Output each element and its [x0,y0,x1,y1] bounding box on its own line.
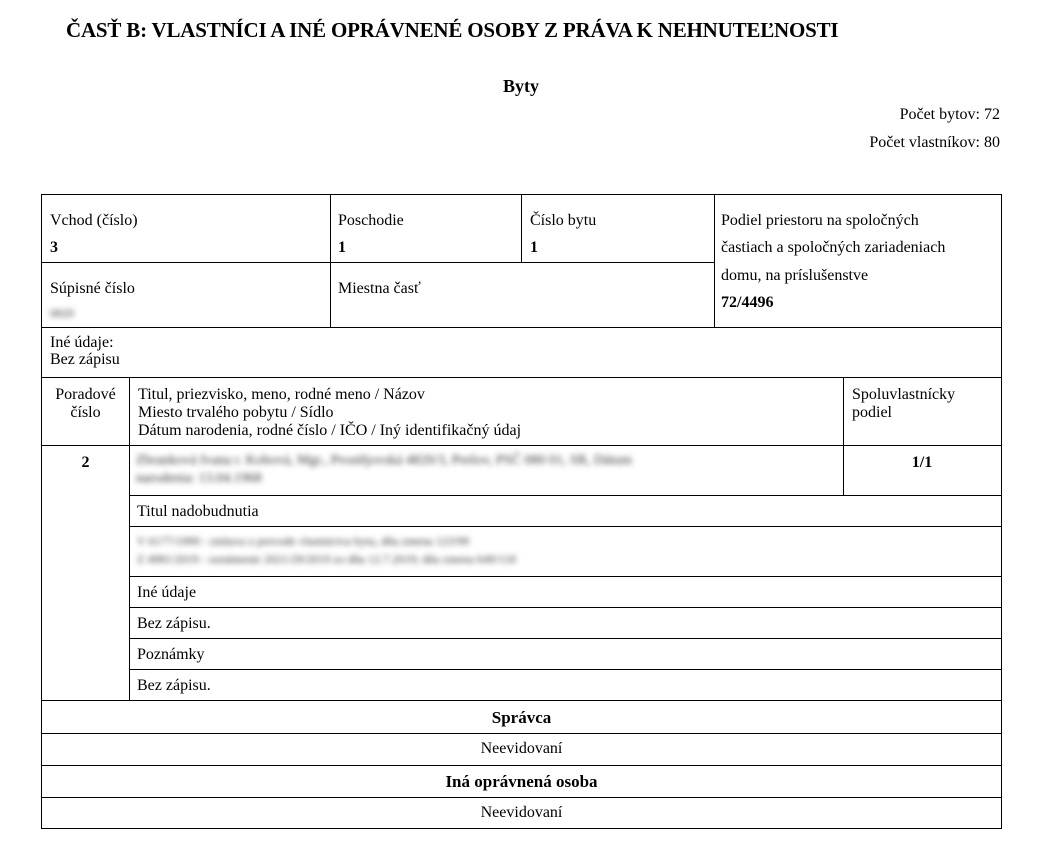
other-data-value: Bez zápisu [50,351,120,368]
share-column-header-line-1: Spoluvlastnícky [852,386,956,403]
apartments-count: Počet bytov: 72 [899,106,1000,123]
unit-info-table [41,194,1002,378]
acquisition-title-line-1: V 6177/1999 - zmluva o prevode vlastníctva bytu, dňa zmena 123/99 [137,534,470,548]
name-column-header-line-2: Miesto trvalého pobytu / Sídlo [138,404,334,421]
registry-number-label: Súpisné číslo [50,280,135,297]
notes-label: Poznámky [137,646,205,663]
owner-details-line-1: Zbranková Ivana r. Kobová, Mgr., Prostějovská 4820/3, Prešov, PSČ 080 01, SR, Dátum [136,453,633,468]
other-authorized-person-label: Iná oprávnená osoba [445,772,598,791]
apartment-number-value: 1 [530,239,538,256]
floor-value: 1 [338,239,346,256]
common-share-value: 72/4496 [721,294,774,311]
entrance-label: Vchod (číslo) [50,212,138,229]
ownership-share-value: 1/1 [911,454,933,471]
administrator-label: Správca [491,708,552,727]
page-title: ČASŤ B: VLASTNÍCI A INÉ OPRÁVNENÉ OSOBY Z PRÁVA K NEHNUTEĽNOSTI [66,18,839,42]
share-column-header-line-2: podiel [852,404,892,421]
common-share-label-line-2: častiach a spoločných zariadeniach [721,239,946,256]
order-column-header-line-1: Poradové [55,386,116,403]
registry-number-value: 0820 [50,306,74,320]
common-share-label-line-1: Podiel priestoru na spoločných [721,212,919,229]
owners-table [41,377,1002,701]
administrator-table [41,700,1002,829]
district-label: Miestna časť [338,280,421,297]
floor-label: Poschodie [338,212,404,229]
order-column-header-line-2: číslo [70,404,101,421]
apartment-number-label: Číslo bytu [530,212,597,229]
acquisition-title-line-2: Z 4981/2019 - oznámenie 2021/29/2019 zo dňa 12.7.2019; dňa zmena 649/118 [137,552,516,566]
owner-other-data-label: Iné údaje [137,584,197,601]
name-column-header-line-3: Dátum narodenia, rodné číslo / IČO / Iný identifikačný údaj [138,422,522,439]
section-title: Byty [503,76,539,96]
other-data-label: Iné údaje: [50,334,114,351]
common-share-label-line-3: domu, na príslušenstve [721,267,869,284]
administrator-value: Neevidovaní [480,740,563,757]
name-column-header-line-1: Titul, priezvisko, meno, rodné meno / Názov [138,386,425,403]
owner-details-line-2: narodenia: 13.04.1968 [136,471,262,486]
other-authorized-person-value: Neevidovaní [480,804,563,821]
notes-value: Bez zápisu. [137,677,211,694]
owners-count: Počet vlastníkov: 80 [869,134,1000,151]
owner-other-data-value: Bez zápisu. [137,615,211,632]
entrance-value: 3 [50,239,58,256]
acquisition-title-label: Titul nadobudnutia [137,503,259,520]
owner-order-number: 2 [81,454,90,471]
